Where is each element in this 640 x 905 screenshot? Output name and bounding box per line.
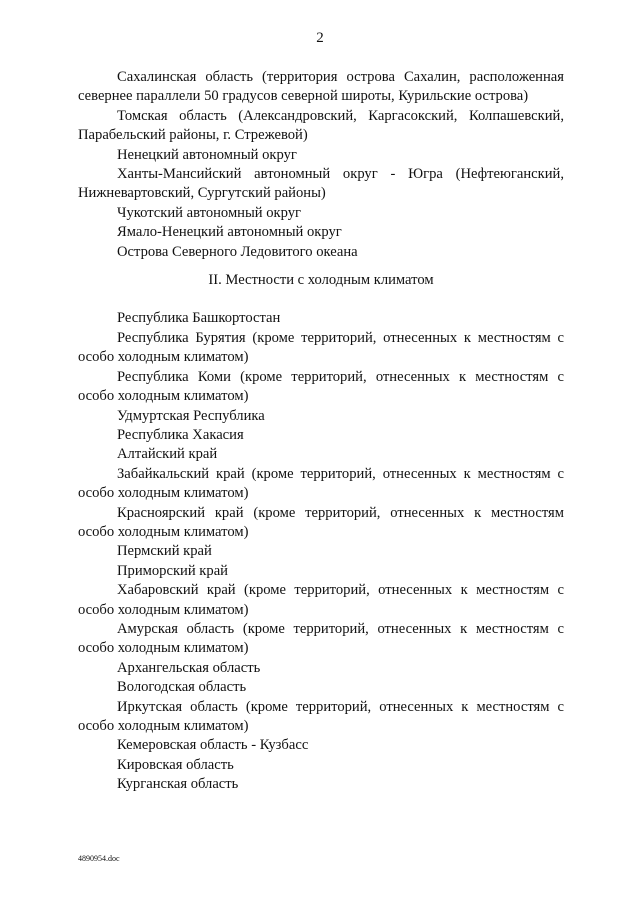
list-item: Ямало-Ненецкий автономный округ xyxy=(117,224,342,241)
list-item: Ханты-Мансийский автономный округ - Югра (Нефтеюганский, Нижневартовский, Сургутский районы) xyxy=(78,166,564,202)
list-item: Алтайский край xyxy=(117,446,218,463)
list-item: Республика Башкортостан xyxy=(117,310,281,327)
list-item: Курганская область xyxy=(117,776,239,793)
section-2-list xyxy=(78,309,564,794)
section-1-list xyxy=(78,68,564,262)
list-item: Республика Бурятия (кроме территорий, отнесенных к местностям с особо холодным климатом) xyxy=(78,329,564,366)
list-item: Чукотский автономный округ xyxy=(117,204,302,221)
list-item: Ненецкий автономный округ xyxy=(117,146,297,163)
list-item: Архангельская область xyxy=(117,659,261,676)
list-item: Кировская область xyxy=(117,756,234,773)
list-item: Пермский край xyxy=(117,543,212,560)
list-item: Хабаровский край (кроме территорий, отнесенных к местностям с особо холодным климатом) xyxy=(78,582,564,618)
list-item: Удмуртская Республика xyxy=(117,407,265,424)
document-file-id: 4890954.doc xyxy=(78,854,120,863)
list-item: Иркутская область (кроме территорий, отнесенных к местностям с особо холодным климатом) xyxy=(78,698,564,734)
list-item: Вологодская область xyxy=(117,679,247,696)
list-item: Красноярский край (кроме территорий, отнесенных к местностям особо холодным климатом) xyxy=(78,504,564,540)
page-number: 2 xyxy=(316,30,324,46)
section-heading: II. Местности с холодным климатом xyxy=(208,272,434,289)
list-item: Республика Коми (кроме территорий, отнесенных к местностям с особо холодным климатом) xyxy=(78,368,564,405)
list-item: Забайкальский край (кроме территорий, отнесенных к местностям с особо холодным климатом) xyxy=(78,465,564,502)
list-item: Республика Хакасия xyxy=(117,426,244,443)
list-item: Приморский край xyxy=(117,562,228,579)
list-item: Кемеровская область - Кузбасс xyxy=(117,737,309,754)
list-item: Томская область (Александровский, Каргасокский, Колпашевский, Парабельский районы, г. Стрежевой) xyxy=(78,107,564,144)
list-item: Сахалинская область (территория острова Сахалин, расположенная севернее параллели 50 градусов северной широты, Курильские острова) xyxy=(78,69,564,105)
list-item: Амурская область (кроме территорий, отнесенных к местностям с особо холодным климатом) xyxy=(78,620,564,657)
list-item: Острова Северного Ледовитого океана xyxy=(117,243,358,260)
document-body xyxy=(78,68,564,795)
